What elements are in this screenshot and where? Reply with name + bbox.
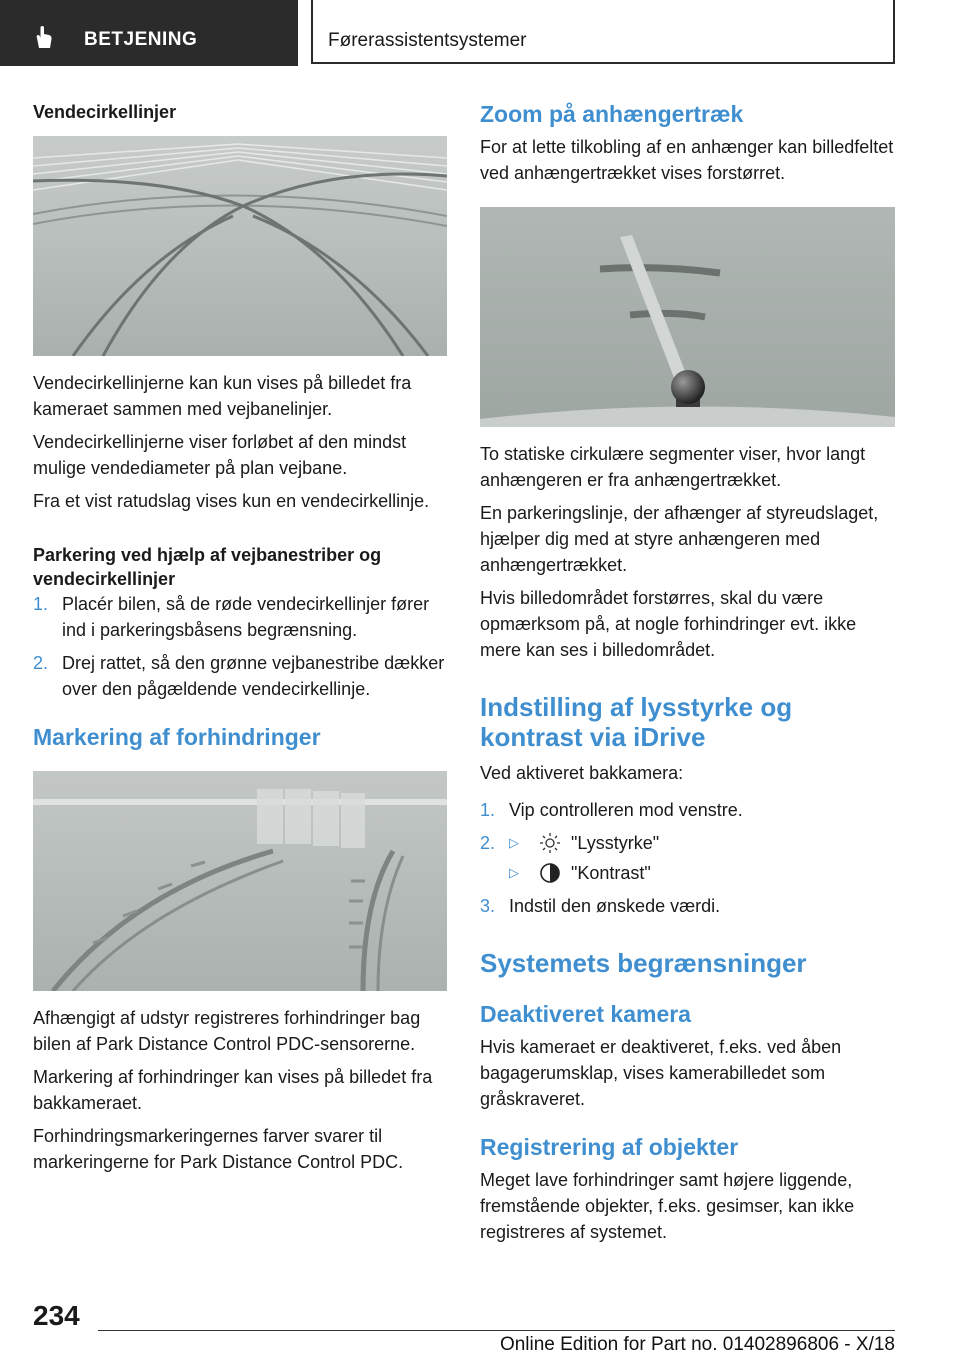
list-item: 3. Indstil den ønskede værdi. [480,896,721,916]
section-label: BETJENING [84,29,198,50]
arrow-icon: ▷ [509,835,519,850]
heading-limitations: Systemets begrænsninger [480,948,807,978]
paragraph: En parkeringslinje, der afhænger af styreudslaget, hjælper dig med at styre anhængeren med anhængertrækket. [480,503,879,575]
left-column [33,100,449,1182]
arrow-icon: ▷ [509,865,519,880]
paragraph: Vendecirkellinjerne viser forløbet af den mindst mulige vendediameter på plan vejbane. [33,432,407,478]
brightness-steps [480,797,896,856]
page-number: 234 [33,1300,80,1331]
list-item: 1. Placér bilen, så de røde vendecirkellinjer fører ind i parkeringsbåsens begrænsning. [33,594,430,640]
header-chapter-box [311,0,895,64]
chapter-title: Førerassistentsystemer [328,30,527,51]
heading-object-detection: Registrering af objekter [480,1134,739,1160]
heading-obstacle-marking: Markering af forhindringer [33,724,321,750]
right-column [480,100,896,1252]
trailer-hitch-zoom-illustration [480,207,895,427]
paragraph: Fra et vist ratudslag vises kun en vendecirkellinje. [33,491,430,511]
paragraph: For at lette tilkobling af en anhænger kan billedfeltet ved anhængertrækket vises forstørret. [480,137,894,183]
heading-camera-deactivated: Deaktiveret kamera [480,1001,691,1027]
header-section-tab [0,0,298,66]
paragraph: Hvis billedområdet forstørres, skal du være opmærksom på, at nogle forhindringer evt. ikke mere kan ses i billedområdet. [480,588,857,660]
paragraph: Afhængigt af udstyr registreres forhindringer bag bilen af Park Distance Control PDC-sensorerne. [33,1008,421,1054]
contrast-icon [539,862,561,884]
brightness-icon [539,832,561,854]
paragraph: Meget lave forhindringer samt højere liggende, fremstående objekter, f.eks. gesimser, kan ikke registreres af systemet. [480,1170,855,1242]
list-item: 2. ▷ "Lysstyrke" [480,830,896,856]
heading-vendecirkellinjer: Vendecirkellinjer [33,102,177,122]
heading-brightness-contrast: Indstilling af lysstyrke og kontrast via iDrive [480,692,793,752]
list-item: 2. Drej rattet, så den grønne vejbanestribe dækker over den pågældende vendecirkellinje. [33,653,445,699]
footer-divider [98,1330,895,1331]
parking-steps [33,591,449,702]
paragraph: Markering af forhindringer kan vises på billedet fra bakkameraet. [33,1067,433,1113]
hand-icon [30,24,56,50]
obstacle-marking-illustration [33,771,447,991]
paragraph: Hvis kameraet er deaktiveret, f.eks. ved åben bagagerumsklap, vises kamerabilledet som gråskraveret. [480,1037,842,1109]
paragraph: Ved aktiveret bakkamera: [480,763,684,783]
heading-parking: Parkering ved hjælp af vejbanestriber og vendecirkellinjer [33,545,382,589]
brightness-steps-end [480,893,896,919]
paragraph: Vendecirkellinjerne kan kun vises på billedet fra kameraet sammen med vejbanelinjer. [33,373,412,419]
paragraph: Forhindringsmarkeringernes farver svarer til markeringerne for Park Distance Control PDC. [33,1126,404,1172]
footer-edition: Online Edition for Part no. 01402896806 - X/18 [499,1334,895,1355]
list-item: 1. Vip controlleren mod venstre. [480,800,743,820]
list-item: ▷ "Kontrast" [509,860,896,886]
heading-zoom: Zoom på anhængertræk [480,101,744,127]
paragraph: To statiske cirkulære segmenter viser, hvor langt anhængeren er fra anhængertrækket. [480,444,866,490]
turning-circle-lines-illustration [33,136,447,356]
